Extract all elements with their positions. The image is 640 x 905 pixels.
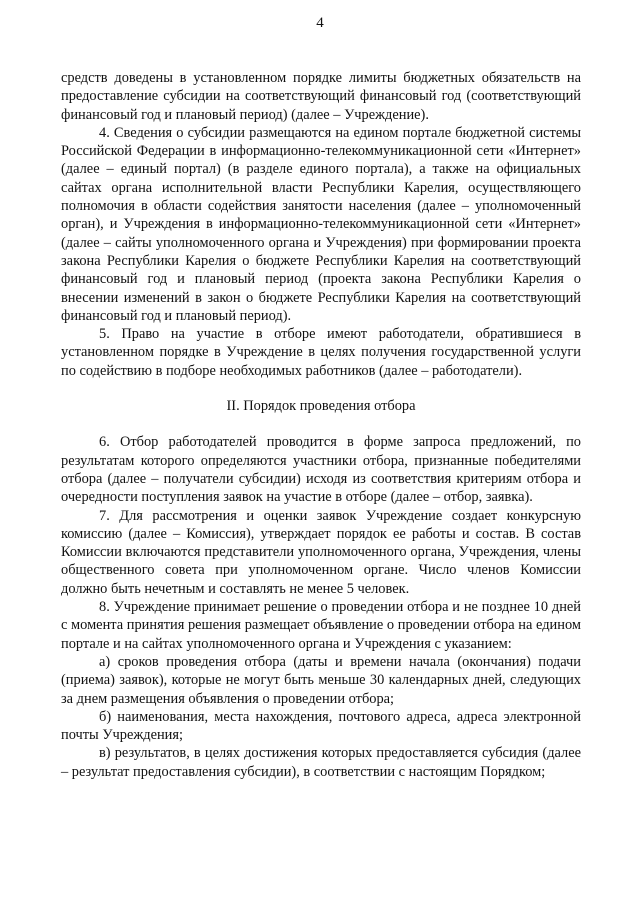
paragraph-5: 5. Право на участие в отборе имеют работодатели, обратившиеся в установленном порядке в Учреждение в целях получения государственной услуги по содействию в подборе необходимых работников (далее – работодатели). [61, 326, 581, 379]
list-item-b: б) наименования, места нахождения, почтового адреса, адреса электронной почты Учреждения; [61, 708, 581, 744]
section-heading: II. Порядок проведения отбора [226, 398, 416, 415]
list-item-a: а) сроков проведения отбора (даты и времени начала (окончания) подачи (приема) заявок), которые не могут быть меньше 30 календарных дней, следующих за днем размещения объявления о проведении отбора; [61, 653, 581, 707]
list-item-v: в) результатов, в целях достижения которых предоставляется субсидия (далее – результат предоставления субсидии), в соответствии с настоящим Порядком; [61, 745, 581, 780]
paragraph-4: 4. Сведения о субсидии размещаются на едином портале бюджетной системы Российской Федерации в информационно-телекоммуникационной сети «Интернет» (далее – единый портал) (в разделе единого портала), а также на официальных сайтах органа исполнительной власти Республики Карелия, осуществляющего полномочия в области содействия занятости населения (далее – уполномоченный орган), и Учреждения в информационно-телекоммуникационной сети «Интернет» (далее – сайты уполномоченного органа и Учреждения) при формировании проекта закона Республики Карелия о бюджете Республики Карелия на соответствующий финансовый год и плановый период (проекта закона Республики Карелия о внесении изменений в закон о бюджете Республики Карелия на соответствующий финансовый год и плановый период). [61, 124, 581, 324]
page-number: 4 [316, 15, 324, 31]
paragraph-8: 8. Учреждение принимает решение о проведении отбора и не позднее 10 дней с момента принятия решения размещает объявление о проведении отбора на едином портале и на сайтах уполномоченного органа и Учреждения с указанием: [61, 599, 581, 652]
paragraph-6: 6. Отбор работодателей проводится в форме запроса предложений, по результатам которого определяются участники отбора, признанные победителями отбора (далее – получатели субсидии) исходя из соответствия критериям отбора и очередности поступления заявок на участие в отборе (далее – отбор, заявка). [61, 434, 581, 506]
document-body [61, 69, 581, 781]
paragraph-7: 7. Для рассмотрения и оценки заявок Учреждение создает конкурсную комиссию (далее – Комиссия), утверждает порядок ее работы и состав. В состав Комиссии включаются представители уполномоченного органа, Учреждения, члены общественного совета при уполномоченном органе. Число членов Комиссии должно быть нечетным и составлять не менее 5 человек. [61, 507, 581, 597]
paragraph-continuation: средств доведены в установленном порядке лимиты бюджетных обязательств на предоставление субсидии на соответствующий финансовый год (соответствующий финансовый год и плановый период) (далее – Учреждение). [61, 70, 581, 123]
